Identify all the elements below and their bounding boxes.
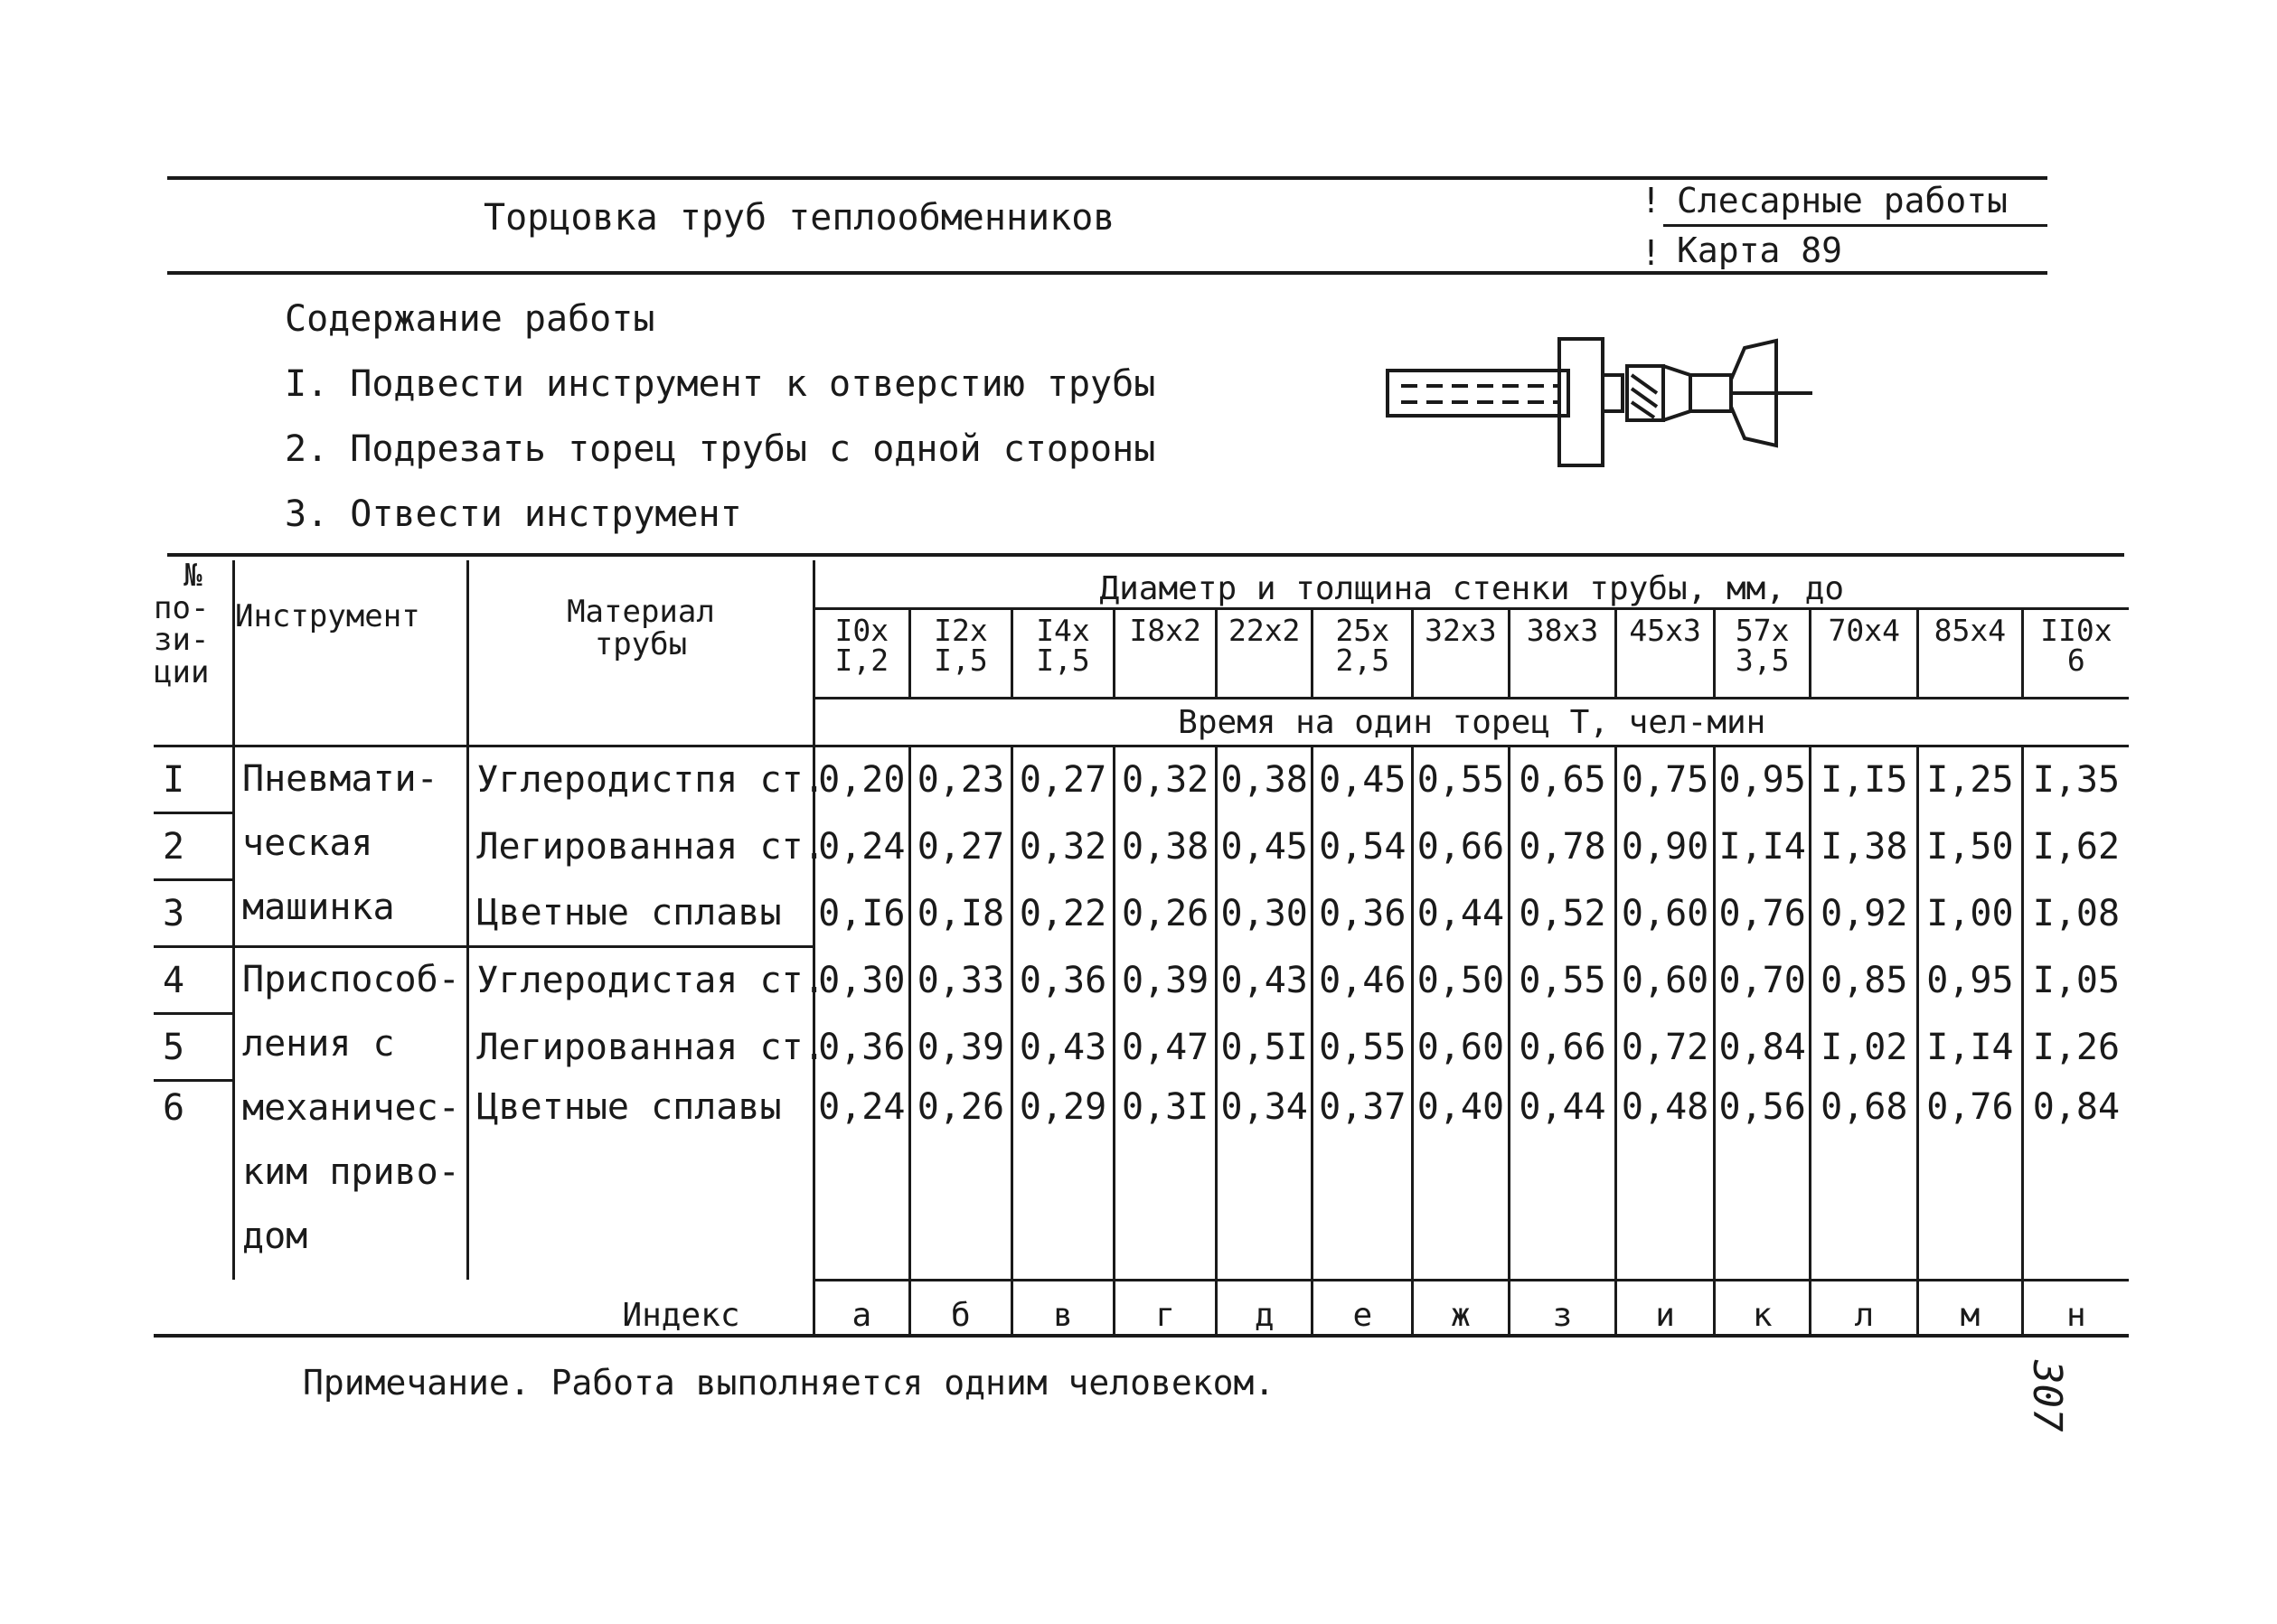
time-value: 0,84 xyxy=(2022,1081,2129,1281)
time-value: 0,5I xyxy=(1216,1014,1313,1081)
tool-cell xyxy=(233,746,467,947)
size-top: I2x xyxy=(934,613,988,648)
time-value: I,50 xyxy=(1918,813,2023,880)
size-top: 70x4 xyxy=(1828,613,1901,648)
time-value: 0,20 xyxy=(814,746,910,813)
time-value: 0,43 xyxy=(1216,947,1313,1014)
time-value: 0,60 xyxy=(1616,880,1715,947)
time-value: 0,50 xyxy=(1413,947,1510,1014)
time-value: 0,39 xyxy=(1115,947,1217,1014)
tool-line: Приспособ- xyxy=(241,959,460,1000)
time-value: I,26 xyxy=(2022,1014,2129,1081)
time-value: 0,65 xyxy=(1509,746,1616,813)
time-value: 0,60 xyxy=(1413,1014,1510,1081)
size-bottom: 2,5 xyxy=(1335,643,1390,678)
table-top-rule xyxy=(167,553,2124,557)
size-header xyxy=(1413,609,1510,699)
time-value: 0,37 xyxy=(1313,1081,1413,1281)
material-cell: Углеродистая ст. xyxy=(468,947,814,1014)
time-value: 0,22 xyxy=(1011,880,1115,947)
tube-body xyxy=(1388,371,1568,416)
col-header-tool: Инструмент xyxy=(233,560,467,746)
dept-underline xyxy=(1663,224,2047,227)
time-value: I,25 xyxy=(1918,746,2023,813)
material-cell: Легированная ст. xyxy=(468,1014,814,1081)
time-value: I,00 xyxy=(1918,880,2023,947)
top-rule xyxy=(167,176,2047,180)
index-cell: м xyxy=(1918,1280,2023,1336)
diameter-header: Диаметр и толщина стенки трубы, мм, до xyxy=(814,560,2129,609)
content-heading: Содержание работы xyxy=(285,298,655,340)
time-value: 0,23 xyxy=(910,746,1012,813)
time-value: 0,36 xyxy=(1313,880,1413,947)
table-row xyxy=(154,947,2129,1014)
index-cell: а xyxy=(814,1280,910,1336)
size-header xyxy=(2022,609,2129,699)
time-value: 0,46 xyxy=(1313,947,1413,1014)
table-row xyxy=(154,746,2129,813)
material-cell: Цветные сплавы xyxy=(468,1081,814,1281)
time-value: 0,45 xyxy=(1313,746,1413,813)
time-value: I,I4 xyxy=(1918,1014,2023,1081)
size-header xyxy=(910,609,1012,699)
size-top: I4x xyxy=(1036,613,1090,648)
time-value: 0,38 xyxy=(1115,813,1217,880)
size-bottom: I,5 xyxy=(1036,643,1090,678)
size-header xyxy=(1918,609,2023,699)
pos-line: зи- xyxy=(154,622,210,659)
size-header xyxy=(1811,609,1918,699)
tool-line: ления с xyxy=(241,1023,395,1065)
time-value: 0,90 xyxy=(1616,813,1715,880)
size-header xyxy=(1616,609,1715,699)
time-value: I,05 xyxy=(2022,947,2129,1014)
time-value: 0,66 xyxy=(1509,1014,1616,1081)
time-value: 0,55 xyxy=(1313,1014,1413,1081)
time-value: 0,55 xyxy=(1509,947,1616,1014)
size-header xyxy=(814,609,910,699)
time-value: 0,85 xyxy=(1811,947,1918,1014)
separator-mark: ! xyxy=(1641,233,1661,273)
size-top: 25x xyxy=(1335,613,1390,648)
index-cell: л xyxy=(1811,1280,1918,1336)
position-cell: 3 xyxy=(163,892,185,934)
time-value: I,02 xyxy=(1811,1014,1918,1081)
step-1: I. Подвести инструмент к отверстию трубы xyxy=(285,363,1156,405)
pos-line: по- xyxy=(154,589,210,626)
size-top: 22x2 xyxy=(1228,613,1301,648)
time-value: 0,32 xyxy=(1115,746,1217,813)
time-value: I,I4 xyxy=(1714,813,1811,880)
time-value: 0,40 xyxy=(1413,1081,1510,1281)
size-bottom: I,5 xyxy=(934,643,988,678)
index-cell: д xyxy=(1216,1280,1313,1336)
tool-line: ким приво- xyxy=(241,1151,460,1193)
flange xyxy=(1559,339,1603,465)
index-cell: н xyxy=(2022,1280,2129,1336)
step-3: 3. Отвести инструмент xyxy=(285,493,742,535)
time-value: 0,95 xyxy=(1714,746,1811,813)
size-top: 57x xyxy=(1735,613,1790,648)
size-header xyxy=(1216,609,1313,699)
size-bottom: 6 xyxy=(2066,643,2085,678)
time-value: 0,78 xyxy=(1509,813,1616,880)
index-cell: з xyxy=(1509,1280,1616,1336)
position-cell: 4 xyxy=(154,947,233,1014)
size-bottom: I,2 xyxy=(834,643,889,678)
time-value: 0,76 xyxy=(1714,880,1811,947)
time-value: 0,29 xyxy=(1011,1081,1115,1281)
position-cell: 2 xyxy=(154,813,233,880)
index-cell: е xyxy=(1313,1280,1413,1336)
size-top: 45x3 xyxy=(1629,613,1701,648)
time-value: 0,72 xyxy=(1616,1014,1715,1081)
tool-line: ческая xyxy=(241,822,373,864)
time-value: 0,92 xyxy=(1811,880,1918,947)
time-value: 0,38 xyxy=(1216,746,1313,813)
tool-line: дом xyxy=(241,1216,308,1257)
time-value: 0,95 xyxy=(1918,947,2023,1014)
size-bottom: 3,5 xyxy=(1735,643,1790,678)
pos-line: ции xyxy=(154,654,210,691)
time-value: I,38 xyxy=(1811,813,1918,880)
time-value: 0,26 xyxy=(910,1081,1012,1281)
time-value: 0,84 xyxy=(1714,1014,1811,1081)
material-cell: Цветные сплавы xyxy=(468,880,814,947)
position-cell: I xyxy=(154,746,233,813)
time-value: 0,27 xyxy=(910,813,1012,880)
index-cell: б xyxy=(910,1280,1012,1336)
size-header xyxy=(1011,609,1115,699)
time-value: 0,52 xyxy=(1509,880,1616,947)
time-value: 0,I8 xyxy=(910,880,1012,947)
tool-cell xyxy=(233,947,467,1281)
card-number: Карта 89 xyxy=(1677,230,1843,270)
time-value: 0,26 xyxy=(1115,880,1217,947)
position-cell: 5 xyxy=(154,1014,233,1081)
table-body xyxy=(154,746,2129,1281)
tool-drawing xyxy=(1378,330,1830,474)
time-value: 0,75 xyxy=(1616,746,1715,813)
time-value: 0,I6 xyxy=(814,880,910,947)
size-header xyxy=(1714,609,1811,699)
time-value: I,62 xyxy=(2022,813,2129,880)
pos-line: № xyxy=(183,558,202,594)
step-2: 2. Подрезать торец трубы с одной стороны xyxy=(285,428,1156,470)
time-value: 0,39 xyxy=(910,1014,1012,1081)
time-value: I,35 xyxy=(2022,746,2129,813)
time-value: 0,48 xyxy=(1616,1081,1715,1281)
note: Примечание. Работа выполняется одним человеком. xyxy=(303,1363,1275,1403)
time-value: 0,56 xyxy=(1714,1081,1811,1281)
time-value: 0,44 xyxy=(1509,1081,1616,1281)
separator-mark: ! xyxy=(1641,181,1661,221)
time-value: 0,3I xyxy=(1115,1081,1217,1281)
size-top: II0x xyxy=(2040,613,2112,648)
time-value: 0,66 xyxy=(1413,813,1510,880)
index-label: Индекс xyxy=(154,1280,814,1336)
department-label: Слесарные работы xyxy=(1677,181,2009,221)
time-value: 0,30 xyxy=(1216,880,1313,947)
time-value: 0,27 xyxy=(1011,746,1115,813)
time-value: 0,45 xyxy=(1216,813,1313,880)
col-header-material: Материал трубы xyxy=(468,560,814,746)
time-header: Время на один торец Т, чел-мин xyxy=(814,699,2129,746)
size-top: 38x3 xyxy=(1526,613,1599,648)
size-top: 85x4 xyxy=(1934,613,2007,648)
tool-line: Пневмати- xyxy=(241,758,438,800)
tool-line: машинка xyxy=(241,887,395,928)
time-value: 0,33 xyxy=(910,947,1012,1014)
time-value: 0,76 xyxy=(1918,1081,2023,1281)
material-cell: Легированная ст. xyxy=(468,813,814,880)
index-cell: г xyxy=(1115,1280,1217,1336)
index-cell: в xyxy=(1011,1280,1115,1336)
cutter-taper xyxy=(1663,366,1690,420)
index-cell: к xyxy=(1714,1280,1811,1336)
size-header xyxy=(1115,609,1217,699)
time-value: 0,44 xyxy=(1413,880,1510,947)
size-header xyxy=(1509,609,1616,699)
size-top: I0x xyxy=(834,613,889,648)
time-value: 0,47 xyxy=(1115,1014,1217,1081)
time-value: I,I5 xyxy=(1811,746,1918,813)
time-value: 0,34 xyxy=(1216,1081,1313,1281)
time-value: 0,36 xyxy=(1011,947,1115,1014)
tool-line: механичес- xyxy=(241,1087,460,1129)
material-cell: Углеродистпя ст. xyxy=(468,746,814,813)
page-number: 307 xyxy=(2024,1360,2070,1432)
col-header-position xyxy=(154,560,233,746)
time-value: 0,55 xyxy=(1413,746,1510,813)
index-row xyxy=(154,1280,2129,1336)
time-norms-table xyxy=(154,560,2129,1338)
time-value: 0,24 xyxy=(814,813,910,880)
page-title: Торцовка труб теплообменников xyxy=(484,197,1115,239)
size-top: 32x3 xyxy=(1425,613,1497,648)
header-bottom-rule xyxy=(167,271,2047,275)
time-value: 0,54 xyxy=(1313,813,1413,880)
time-value: 0,32 xyxy=(1011,813,1115,880)
time-value: 0,36 xyxy=(814,1014,910,1081)
size-top: I8x2 xyxy=(1129,613,1201,648)
time-value: 0,43 xyxy=(1011,1014,1115,1081)
time-value: I,08 xyxy=(2022,880,2129,947)
time-value: 0,24 xyxy=(814,1081,910,1281)
time-value: 0,70 xyxy=(1714,947,1811,1014)
time-value: 0,60 xyxy=(1616,947,1715,1014)
size-header xyxy=(1313,609,1413,699)
time-value: 0,30 xyxy=(814,947,910,1014)
time-value: 0,68 xyxy=(1811,1081,1918,1281)
index-cell: и xyxy=(1616,1280,1715,1336)
index-cell: ж xyxy=(1413,1280,1510,1336)
position-cell: 6 xyxy=(163,1087,185,1129)
